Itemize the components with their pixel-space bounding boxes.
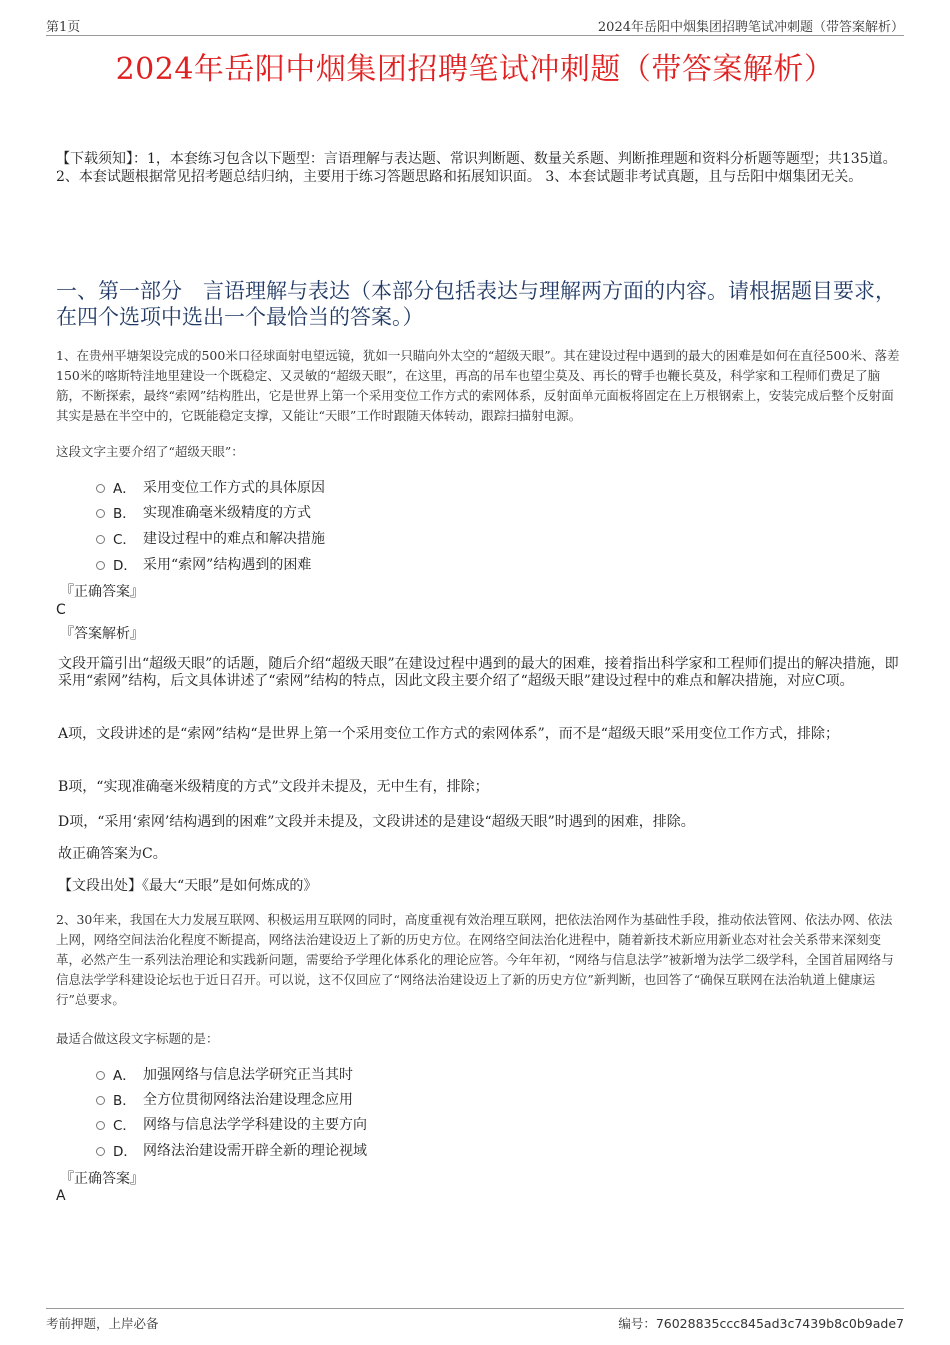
- page-number: 第1页: [46, 20, 81, 35]
- analysis-paragraph: 文段开篇引出“超级天眼”的话题，随后介绍“超级天眼”在建设过程中遇到的最大的困难，接着指出科学家和工程师们提出的解决措施，即采用“索网”结构，后文具体讲述了“索网”结构的特点，因此文段主要介绍了“超级天眼”建设过程中的难点和解决措施，对应C项。: [58, 656, 899, 689]
- question-1-option-b[interactable]: [96, 502, 311, 522]
- option-letter: D．: [113, 1144, 137, 1160]
- source-citation: 【文段出处】《最大“天眼”是如何炼成的》: [58, 878, 318, 894]
- correct-answer-label: 『正确答案』: [60, 1171, 144, 1187]
- analysis-paragraph: A项，文段讲述的是“索网”结构“是世界上第一个采用变位工作方式的索网体系”，而不是“超级天眼”采用变位工作方式，排除；: [58, 726, 840, 742]
- question-2-stem: 2、30年来，我国在大力发展互联网、积极运用互联网的同时，高度重视有效治理互联网，把依法治网作为基础性手段，推动依法管网、依法办网、依法上网，网络空间法治化程度不断提高，网络法治建设迈上了新的历史方位。在网络空间法治化进程中，随着新技术新应用新业态对社会关系带来深刻变革，必然产生一系列法治理论和实践新问题，需要给予学理化体系化的理论应答。今年年初，“网络与信息法学”被新增为法学二级学科，全国首届网络与信息法学学科建设论坛也于近日召开。可以说，这不仅回应了“网络法治建设迈上了新的历史方位”新判断，也回答了“确保互联网在法治轨道上健康运行”总要求。: [56, 912, 894, 1007]
- running-header-title: 2024年岳阳中烟集团招聘笔试冲刺题（带答案解析）: [597, 20, 904, 35]
- question-1-option-d[interactable]: [96, 554, 311, 574]
- option-letter: D．: [113, 558, 137, 574]
- question-2-option-d[interactable]: [96, 1140, 367, 1160]
- option-letter: B．: [113, 506, 136, 522]
- option-letter: B．: [113, 1093, 136, 1109]
- question-1-option-c[interactable]: [96, 528, 325, 548]
- radio-icon[interactable]: [96, 1096, 105, 1105]
- option-text: 采用“索网”结构遇到的困难: [143, 557, 312, 573]
- option-text: 网络法治建设需开辟全新的理论视域: [143, 1143, 367, 1159]
- document-code: [618, 1314, 904, 1332]
- option-letter: C．: [113, 1118, 136, 1134]
- analysis-label: 『答案解析』: [60, 626, 144, 642]
- section-heading: 一、第一部分 言语理解与表达（本部分包括表达与理解两方面的内容。请根据题目要求，在四个选项中选出一个最恰当的答案。）: [56, 279, 896, 329]
- option-letter: A．: [113, 481, 136, 497]
- download-notice: 【下载须知】：1，本套练习包含以下题型：言语理解与表达题、常识判断题、数量关系题、判断推理题和资料分析题等题型；共135道。 2、本套试题根据常见招考题总结归纳，主要用于练习答题思路和拓展知识面。 3、本套试题非考试真题，且与岳阳中烟集团无关。: [56, 151, 897, 185]
- question-2-option-c[interactable]: [96, 1114, 367, 1134]
- radio-icon[interactable]: [96, 1147, 105, 1156]
- code-value: 76028835ccc845ad3c7439b8c0b9ade7: [655, 1316, 904, 1331]
- question-1-prompt: 这段文字主要介绍了“超级天眼”：: [56, 444, 244, 459]
- option-text: 加强网络与信息法学研究正当其时: [143, 1067, 353, 1083]
- radio-icon[interactable]: [96, 535, 105, 544]
- option-letter: C．: [113, 532, 136, 548]
- analysis-paragraph: D项，“采用‘索网’结构遇到的困难”文段并未提及，文段讲述的是建设“超级天眼”时遇到的困难，排除。: [58, 814, 695, 830]
- code-label: 编号：: [618, 1316, 656, 1331]
- header-divider: [46, 35, 904, 36]
- option-text: 采用变位工作方式的具体原因: [143, 480, 325, 496]
- correct-answer-label: 『正确答案』: [60, 584, 144, 600]
- question-2-option-b[interactable]: [96, 1089, 353, 1109]
- analysis-paragraph: B项，“实现准确毫米级精度的方式”文段并未提及，无中生有，排除；: [58, 779, 489, 795]
- option-text: 网络与信息法学学科建设的主要方向: [143, 1117, 367, 1133]
- analysis-conclusion: 故正确答案为C。: [58, 846, 167, 862]
- question-2-option-a[interactable]: [96, 1064, 353, 1084]
- radio-icon[interactable]: [96, 484, 105, 493]
- footer-divider: [46, 1308, 904, 1309]
- footer-slogan: 考前押题，上岸必备: [46, 1316, 159, 1331]
- option-text: 全方位贯彻网络法治建设理念应用: [143, 1092, 353, 1108]
- radio-icon[interactable]: [96, 1121, 105, 1130]
- correct-answer: A: [56, 1188, 66, 1204]
- radio-icon[interactable]: [96, 1071, 105, 1080]
- correct-answer: C: [56, 602, 66, 618]
- question-1-stem: 1、在贵州平塘架设完成的500米口径球面射电望远镜，犹如一只瞄向外太空的“超级天眼”。其在建设过程中遇到的最大的困难是如何在直径500米、落差150米的喀斯特洼地里建设一个既稳定、又灵敏的“超级天眼”，在这里，再高的吊车也望尘莫及、再长的臂手也鞭长莫及，科学家和工程师们费足了脑筋，不断探索，最终“索网”结构胜出，它是世界上第一个采用变位工作方式的索网体系，反射面单元面板将固定在上万根钢索上，安装完成后整个反射面其实是悬在半空中的，它既能稳定支撑，又能让“天眼”工作时跟随天体转动，跟踪扫描射电源。: [56, 348, 900, 423]
- option-text: 建设过程中的难点和解决措施: [143, 531, 325, 547]
- question-1-option-a[interactable]: [96, 477, 325, 497]
- question-2-prompt: 最适合做这段文字标题的是：: [56, 1031, 219, 1046]
- radio-icon[interactable]: [96, 561, 105, 570]
- radio-icon[interactable]: [96, 509, 105, 518]
- document-title: 2024年岳阳中烟集团招聘笔试冲刺题（带答案解析）: [115, 52, 835, 87]
- option-letter: A．: [113, 1068, 136, 1084]
- option-text: 实现准确毫米级精度的方式: [143, 505, 311, 521]
